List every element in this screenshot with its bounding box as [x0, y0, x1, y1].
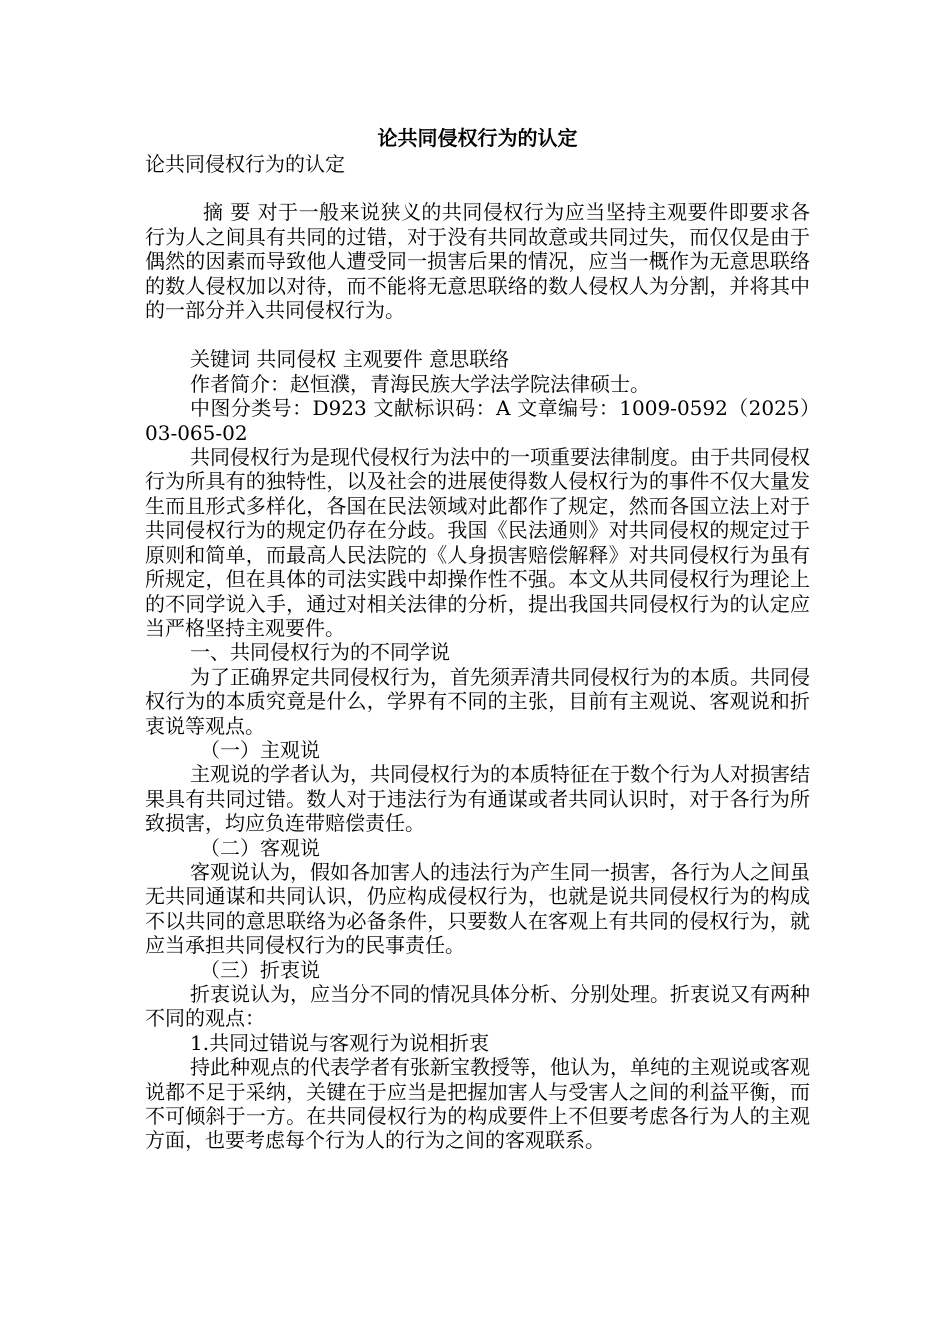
intro-paragraph: 共同侵权行为是现代侵权行为法中的一项重要法律制度。由于共同侵权行为所具有的独特性，以及社会的进展使得数人侵权行为的事件不仅大量发生而且形式多样化，各国在民法领域对此都作了规定，然而各国立法上对于共同侵权行为的规定仍存在分歧。我国《民法通则》对共同侵权的规定过于原则和简单，而最高人民法院的《人身损害赔偿解释》对共同侵权行为虽有所规定，但在具体的司法实践中却操作性不强。本文从共同侵权行为理论上的不同学说入手，通过对相关法律的分析，提出我国共同侵权行为的认定应当严格坚持主观要件。 [145, 445, 810, 640]
body-paragraph: 折衷说认为，应当分不同的情况具体分析、分别处理。折衷说又有两种不同的观点： [145, 982, 810, 1031]
list-item-heading: 1.共同过错说与客观行为说相折衷 [190, 1030, 490, 1055]
subsection-heading: （三）折衷说 [200, 957, 320, 982]
document-title: 论共同侵权行为的认定 [377, 126, 578, 150]
document-subtitle: 论共同侵权行为的认定 [145, 152, 345, 176]
keywords-line: 关键词 共同侵权 主观要件 意思联络 [190, 347, 510, 372]
subsection-heading: （二）客观说 [200, 835, 320, 860]
body-paragraph: 为了正确界定共同侵权行为，首先须弄清共同侵权行为的本质。共同侵权行为的本质究竟是什么，学界有不同的主张，目前有主观说、客观说和折衷说等观点。 [145, 664, 810, 738]
classification-line: 中图分类号：D923 文献标识码：A 文章编号：1009-0592（2025）03-065-02 [145, 396, 810, 445]
section-heading: 一、共同侵权行为的不同学说 [190, 640, 450, 665]
body-paragraph: 客观说认为，假如各加害人的违法行为产生同一损害，各行为人之间虽无共同通谋和共同认识，仍应构成侵权行为，也就是说共同侵权行为的构成不以共同的意思联络为必备条件，只要数人在客观上有共同的侵权行为，就应当承担共同侵权行为的民事责任。 [145, 859, 810, 958]
subsection-heading: （一）主观说 [200, 737, 320, 762]
document-page [145, 124, 810, 1153]
spacer [145, 322, 810, 347]
author-line: 作者简介：赵恒濮，青海民族大学法学院法律硕士。 [190, 371, 650, 396]
abstract-paragraph: 摘 要 对于一般来说狭义的共同侵权行为应当坚持主观要件即要求各行为人之间具有共同的过错，对于没有共同故意或共同过失，而仅仅是由于偶然的因素而导致他人遭受同一损害后果的情况，应当一概作为无意思联络的数人侵权加以对待，而不能将无意思联络的数人侵权人为分割，并将其中的一部分并入共同侵权行为。 [145, 200, 810, 323]
body-paragraph: 主观说的学者认为，共同侵权行为的本质特征在于数个行为人对损害结果具有共同过错。数人对于违法行为有通谋或者共同认识时，对于各行为所致损害，均应负连带赔偿责任。 [145, 762, 810, 836]
body-paragraph: 持此种观点的代表学者有张新宝教授等，他认为，单纯的主观说或客观说都不足于采纳，关键在于应当是把握加害人与受害人之间的利益平衡，而不可倾斜于一方。在共同侵权行为的构成要件上不但要考虑各行为人的主观方面，也要考虑每个行为人的行为之间的客观联系。 [145, 1055, 810, 1153]
spacer [145, 176, 810, 200]
